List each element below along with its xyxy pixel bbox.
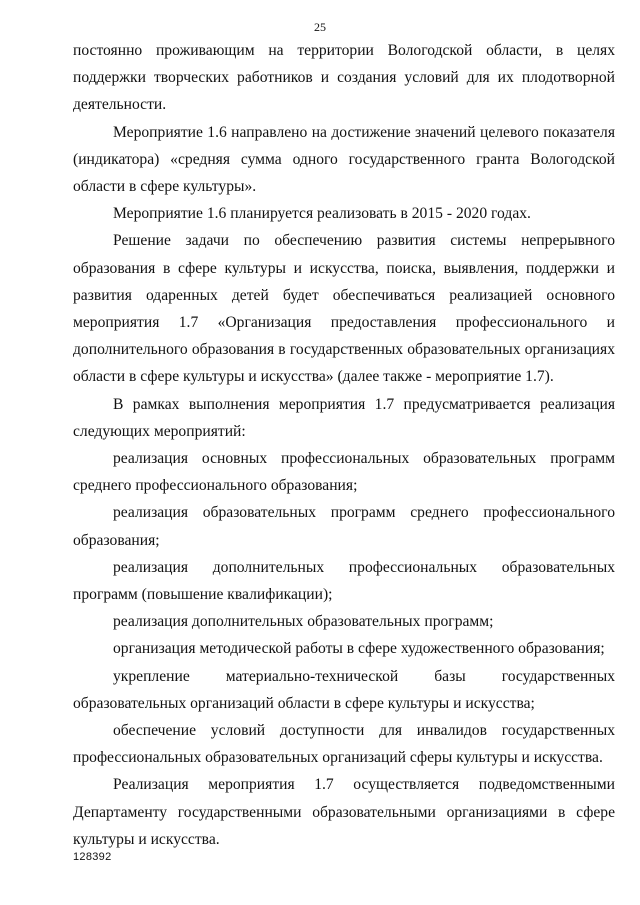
paragraph: В рамках выполнения мероприятия 1.7 предусматривается реализация следующих мероприятий: [73,395,615,440]
list-item: реализация дополнительных образовательных программ; [113,613,494,631]
list-item: реализация дополнительных профессиональных образовательных программ (повышение квалификации); [73,558,615,604]
list-item: реализация образовательных программ среднего профессионального образования; [73,504,615,549]
list-item: организация методической работы в сфере художественного образования; [113,640,605,658]
document-code: 128392 [73,851,112,863]
paragraph: Мероприятие 1.6 планируется реализовать в 2015 - 2020 годах. [113,205,531,223]
list-item: обеспечение условий доступности для инвалидов государственных профессиональных образовательных организаций сферы культуры и искусства. [73,722,615,767]
paragraph: постоянно проживающим на территории Вологодской области, в целях поддержки творческих работников и создания условий для их плодотворной деятельности. [73,42,615,114]
document-body [73,37,615,853]
paragraph: Реализация мероприятия 1.7 осуществляется подведомственными Департаменту государственными образовательными организациями в сфере культуры и искусства. [73,776,615,848]
paragraph: Решение задачи по обеспечению развития системы непрерывного образования в сфере культуры и искусства, поиска, выявления, поддержки и развития одаренных детей будет обеспечиваться реализацией основного мероприятия 1.7 «Организация предоставления профессионального и дополнительного образования в государственных образовательных организациях области в сфере культуры и искусства» (далее также - мероприятие 1.7). [73,232,615,386]
list-item: укрепление материально-технической базы государственных образовательных организаций области в сфере культуры и искусства; [73,667,615,712]
page-number: 25 [314,20,326,34]
list-item: реализация основных профессиональных образовательных программ среднего профессионального образования; [73,450,615,495]
paragraph: Мероприятие 1.6 направлено на достижение значений целевого показателя (индикатора) «средняя сумма одного государственного гранта Вологодской области в сфере культуры». [73,123,615,196]
